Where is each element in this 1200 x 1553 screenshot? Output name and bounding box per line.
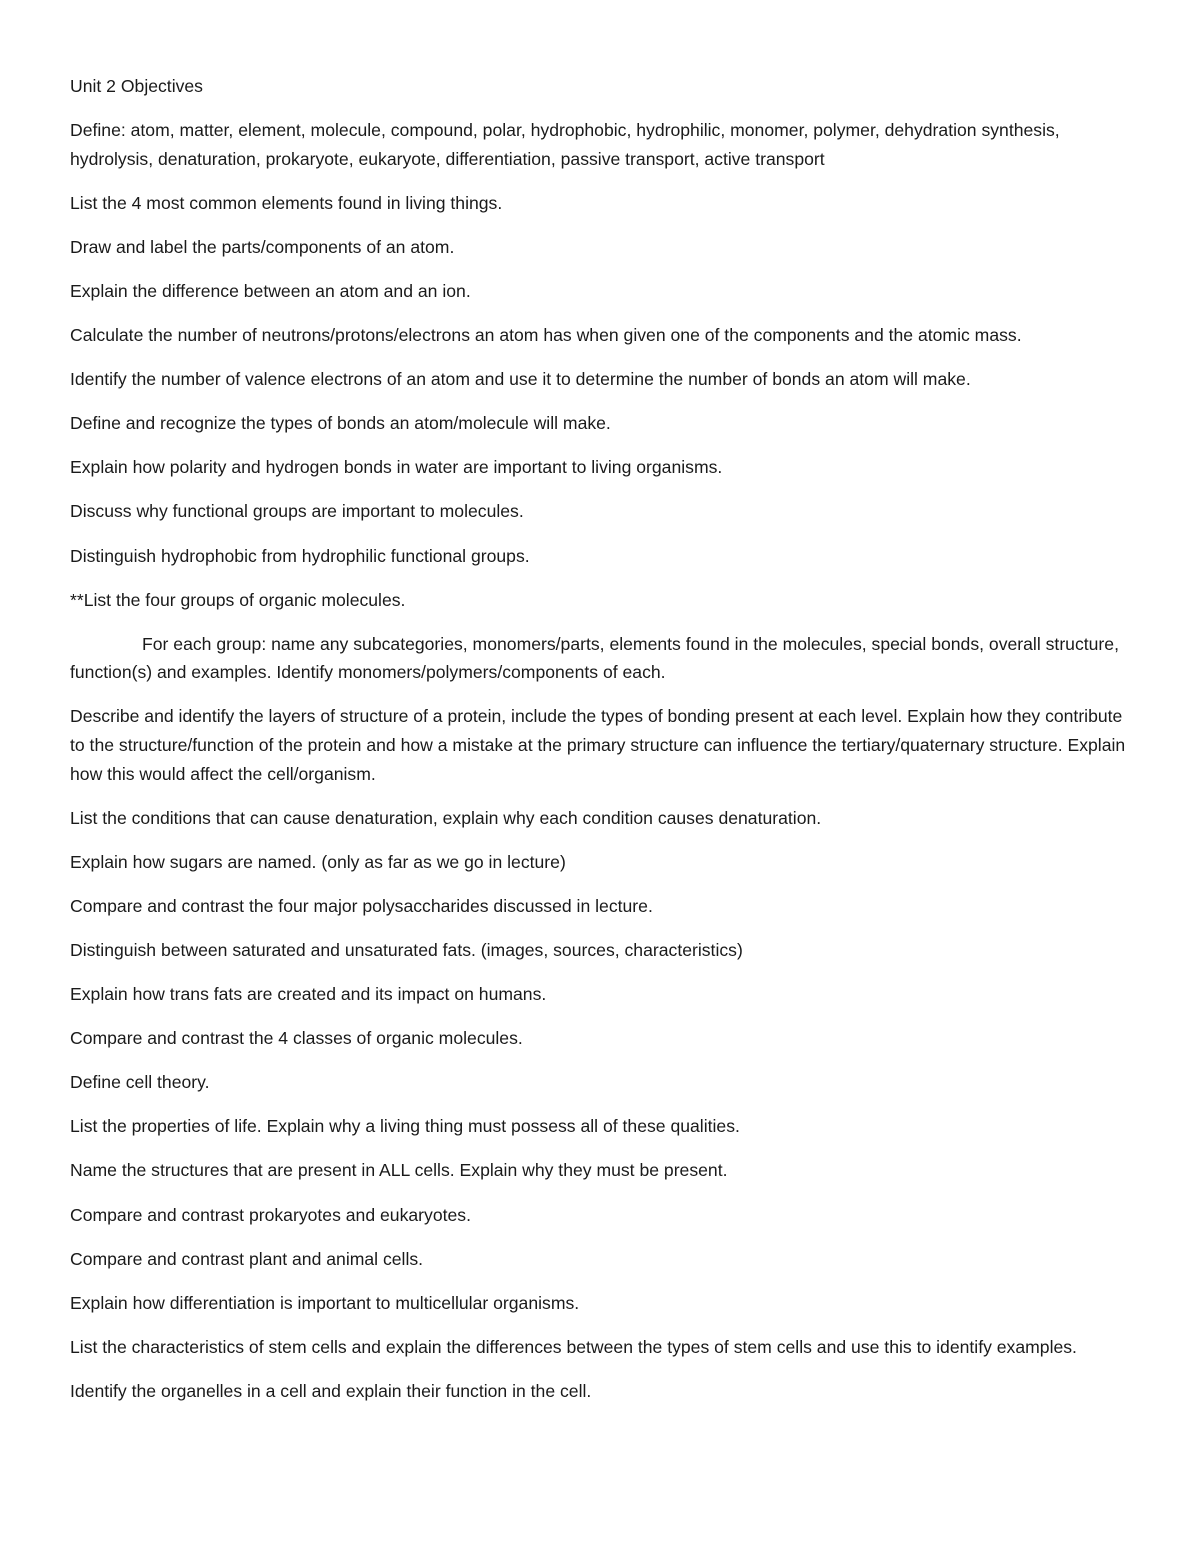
objective-paragraph: Compare and contrast plant and animal cells.	[70, 1248, 424, 1269]
document-title: Unit 2 Objectives	[70, 76, 203, 96]
objective-paragraph: Define cell theory.	[70, 1072, 210, 1093]
objective-paragraph: List the 4 most common elements found in living things.	[70, 192, 503, 213]
objective-paragraph: Distinguish between saturated and unsaturated fats. (images, sources, characteristics)	[70, 939, 743, 960]
objective-paragraph: Explain the difference between an atom and an ion.	[70, 280, 471, 301]
objective-paragraph: Distinguish hydrophobic from hydrophilic functional groups.	[70, 545, 530, 566]
objective-paragraph: Describe and identify the layers of structure of a protein, include the types of bonding present at each level. Explain how they contribute to the structure/function of the protein and how a mistake at the primary structure can influence the tertiary/quaternary structure. Explain how this would affect the cell/organism.	[70, 706, 1126, 784]
objective-paragraph: List the characteristics of stem cells and explain the differences between the types of stem cells and use this to identify examples.	[70, 1336, 1077, 1357]
objective-paragraph: Identify the number of valence electrons of an atom and use it to determine the number of bonds an atom will make.	[70, 369, 971, 390]
objective-paragraph: Define and recognize the types of bonds an atom/molecule will make.	[70, 413, 611, 434]
objective-paragraph: Name the structures that are present in ALL cells. Explain why they must be present.	[70, 1160, 728, 1181]
objective-paragraph: Compare and contrast the 4 classes of organic molecules.	[70, 1028, 523, 1049]
objective-paragraph: Discuss why functional groups are important to molecules.	[70, 501, 524, 522]
objective-paragraph: Define: atom, matter, element, molecule, compound, polar, hydrophobic, hydrophilic, monomer, polymer, dehydration synthesis, hydrolysis, denaturation, prokaryote, eukaryote, differentiation, passive transport, active transport	[70, 120, 1060, 169]
objective-paragraph: Explain how differentiation is important to multicellular organisms.	[70, 1292, 580, 1313]
objective-paragraph: List the properties of life. Explain why a living thing must possess all of these qualities.	[70, 1116, 740, 1137]
objective-paragraph: Explain how polarity and hydrogen bonds in water are important to living organisms.	[70, 457, 723, 478]
objective-paragraph: Explain how trans fats are created and its impact on humans.	[70, 984, 547, 1005]
objective-paragraph: **List the four groups of organic molecules.	[70, 589, 406, 610]
objective-paragraph: List the conditions that can cause denaturation, explain why each condition causes denaturation.	[70, 807, 822, 828]
objective-paragraph: Compare and contrast prokaryotes and eukaryotes.	[70, 1204, 471, 1225]
objectives-list	[70, 116, 1128, 1405]
objective-paragraph: Compare and contrast the four major polysaccharides discussed in lecture.	[70, 895, 653, 916]
objective-paragraph: Identify the organelles in a cell and explain their function in the cell.	[70, 1380, 592, 1401]
objective-paragraph: Draw and label the parts/components of an atom.	[70, 236, 455, 257]
objective-paragraph: Explain how sugars are named. (only as far as we go in lecture)	[70, 851, 566, 872]
objective-paragraph: Calculate the number of neutrons/protons/electrons an atom has when given one of the components and the atomic mass.	[70, 325, 1022, 346]
objective-paragraph: For each group: name any subcategories, monomers/parts, elements found in the molecules, special bonds, overall structure, function(s) and examples. Identify monomers/polymers/components of each.	[70, 633, 1119, 683]
